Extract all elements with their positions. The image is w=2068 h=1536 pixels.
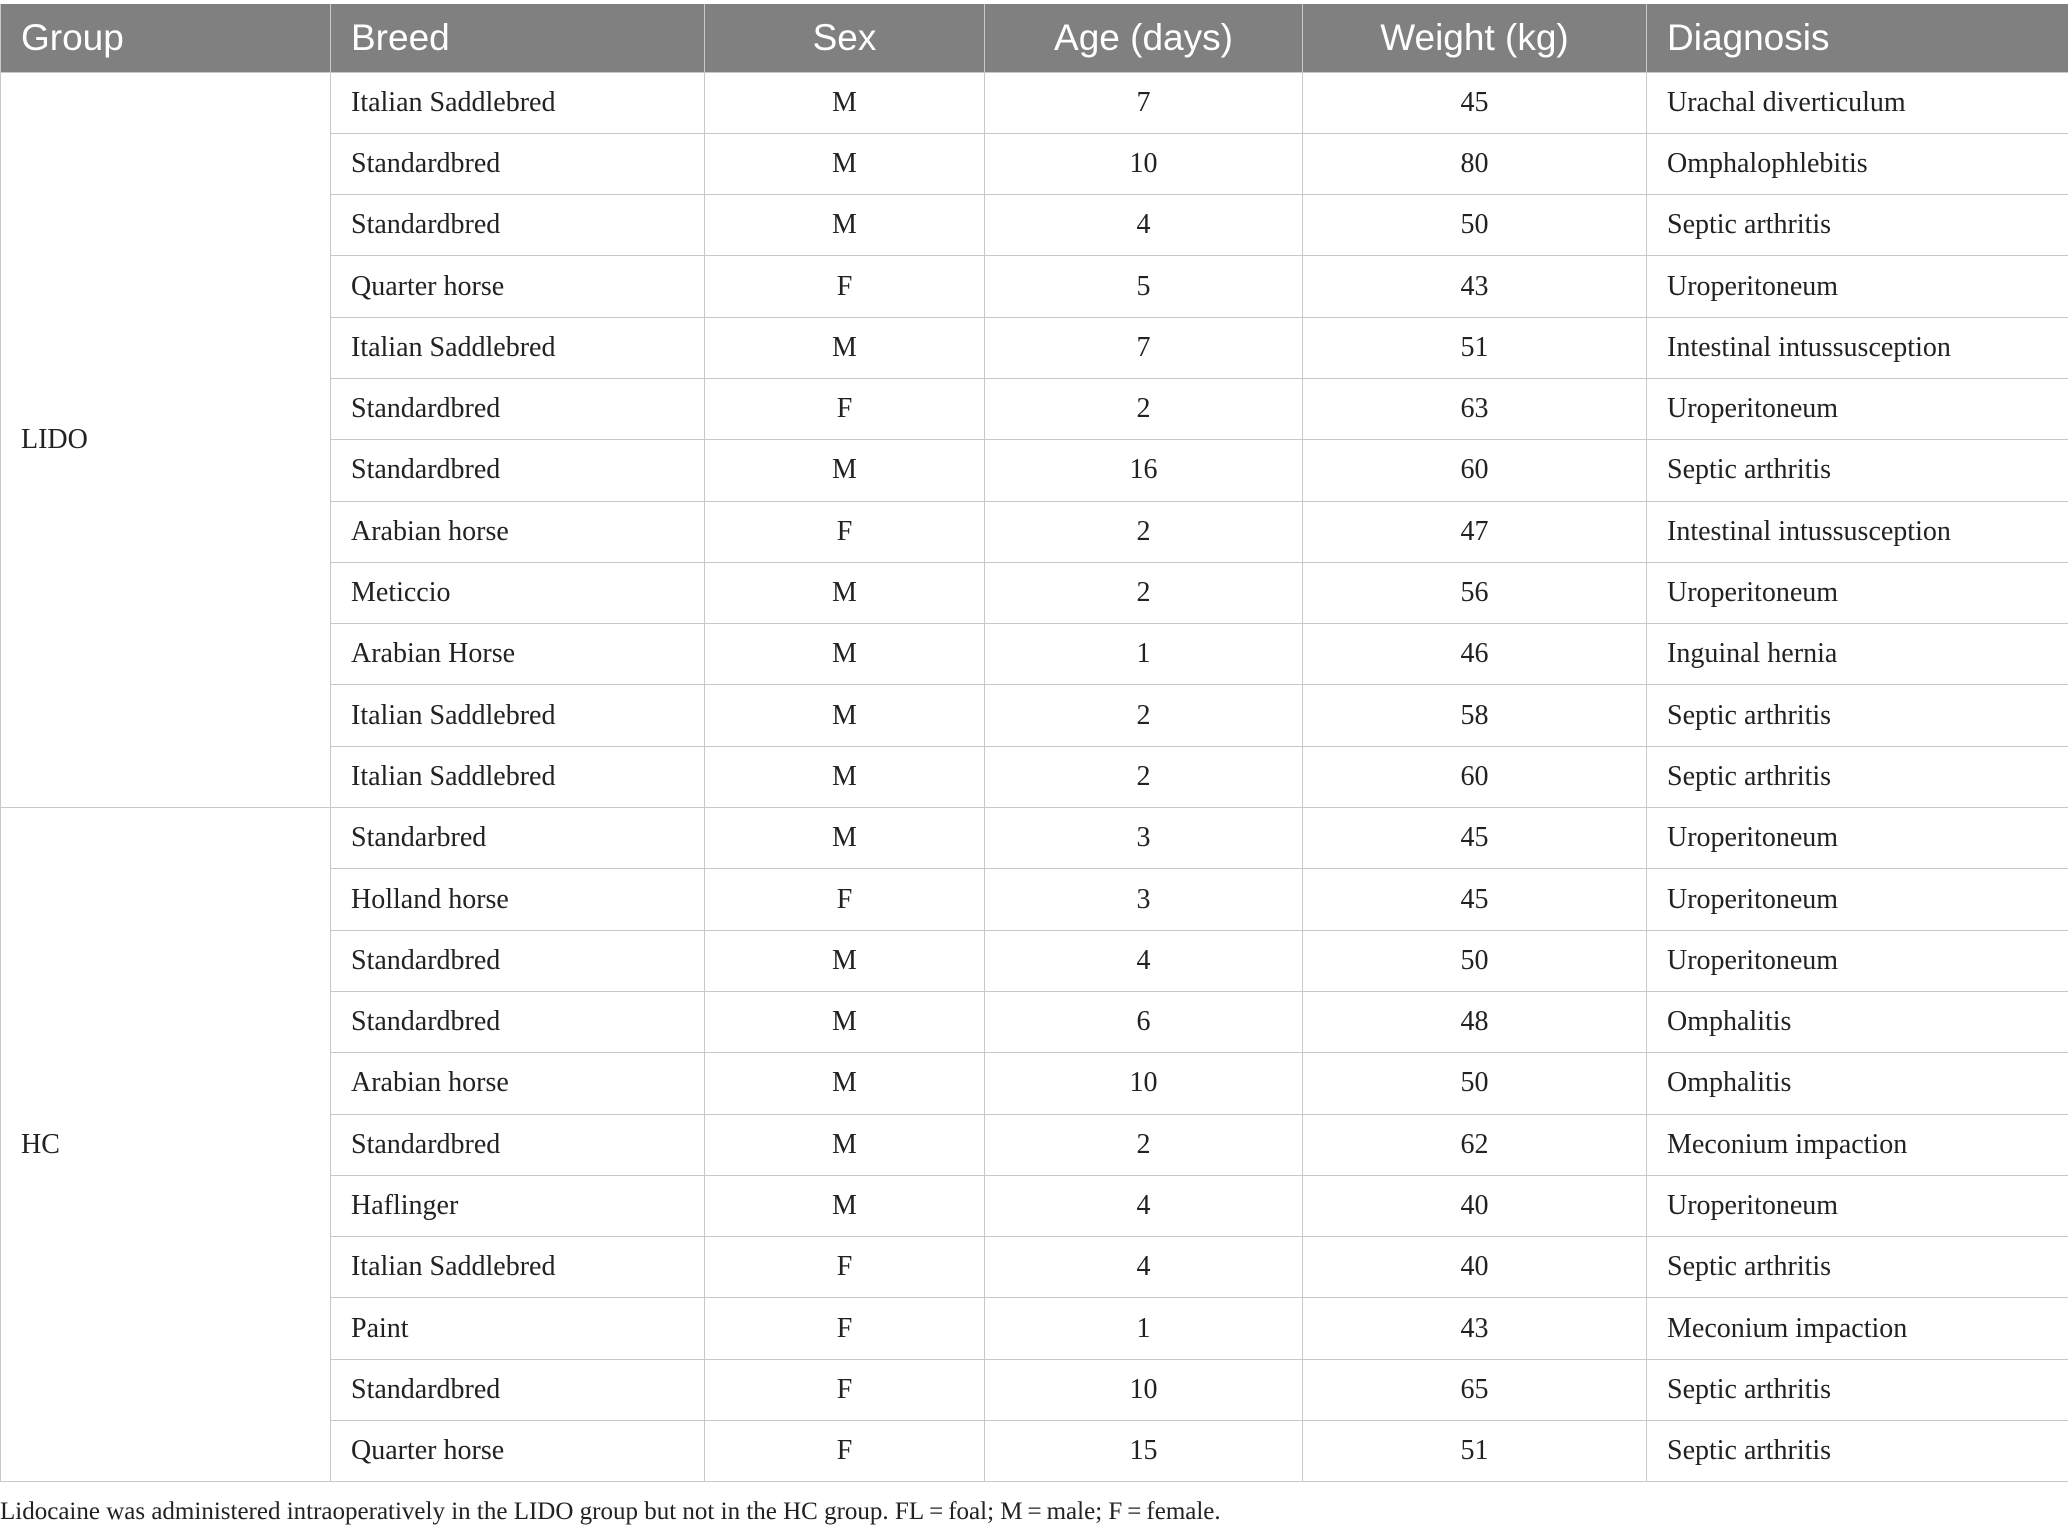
diagnosis-cell: Meconium impaction: [1647, 1114, 2068, 1175]
weight-cell: 62: [1303, 1114, 1647, 1175]
sex-cell: F: [705, 1298, 985, 1359]
header-breed: Breed: [331, 4, 705, 72]
diagnosis-cell: Septic arthritis: [1647, 440, 2068, 501]
weight-cell: 40: [1303, 1237, 1647, 1298]
age-cell: 1: [985, 1298, 1303, 1359]
sex-cell: M: [705, 1175, 985, 1236]
sex-cell: M: [705, 746, 985, 807]
sex-cell: M: [705, 133, 985, 194]
breed-cell: Standarbred: [331, 808, 705, 869]
diagnosis-cell: Septic arthritis: [1647, 1421, 2068, 1482]
breed-cell: Quarter horse: [331, 256, 705, 317]
diagnosis-cell: Septic arthritis: [1647, 685, 2068, 746]
breed-cell: Italian Saddlebred: [331, 685, 705, 746]
diagnosis-cell: Uroperitoneum: [1647, 869, 2068, 930]
sex-cell: M: [705, 440, 985, 501]
diagnosis-cell: Septic arthritis: [1647, 1359, 2068, 1420]
sex-cell: F: [705, 256, 985, 317]
header-age: Age (days): [985, 4, 1303, 72]
foal-data-table: [0, 4, 2068, 1482]
sex-cell: M: [705, 317, 985, 378]
diagnosis-cell: Uroperitoneum: [1647, 256, 2068, 317]
sex-cell: F: [705, 1359, 985, 1420]
age-cell: 2: [985, 562, 1303, 623]
age-cell: 3: [985, 808, 1303, 869]
breed-cell: Standardbred: [331, 378, 705, 439]
age-cell: 10: [985, 1359, 1303, 1420]
sex-cell: M: [705, 808, 985, 869]
diagnosis-cell: Uroperitoneum: [1647, 1175, 2068, 1236]
weight-cell: 80: [1303, 133, 1647, 194]
table-row: [1, 72, 2068, 133]
header-sex: Sex: [705, 4, 985, 72]
diagnosis-cell: Intestinal intussusception: [1647, 317, 2068, 378]
age-cell: 5: [985, 256, 1303, 317]
breed-cell: Arabian horse: [331, 501, 705, 562]
weight-cell: 45: [1303, 808, 1647, 869]
age-cell: 10: [985, 1053, 1303, 1114]
diagnosis-cell: Septic arthritis: [1647, 1237, 2068, 1298]
age-cell: 4: [985, 1237, 1303, 1298]
table-row: [1, 808, 2068, 869]
breed-cell: Italian Saddlebred: [331, 746, 705, 807]
breed-cell: Meticcio: [331, 562, 705, 623]
weight-cell: 46: [1303, 624, 1647, 685]
diagnosis-cell: Uroperitoneum: [1647, 562, 2068, 623]
breed-cell: Standardbred: [331, 930, 705, 991]
diagnosis-cell: Septic arthritis: [1647, 195, 2068, 256]
header-group: Group: [1, 4, 331, 72]
sex-cell: M: [705, 562, 985, 623]
breed-cell: Standardbred: [331, 1114, 705, 1175]
weight-cell: 50: [1303, 195, 1647, 256]
diagnosis-cell: Omphalitis: [1647, 1053, 2068, 1114]
age-cell: 4: [985, 930, 1303, 991]
header-weight: Weight (kg): [1303, 4, 1647, 72]
sex-cell: F: [705, 869, 985, 930]
age-cell: 16: [985, 440, 1303, 501]
age-cell: 6: [985, 991, 1303, 1052]
age-cell: 7: [985, 317, 1303, 378]
age-cell: 1: [985, 624, 1303, 685]
diagnosis-cell: Uroperitoneum: [1647, 930, 2068, 991]
age-cell: 10: [985, 133, 1303, 194]
age-cell: 7: [985, 72, 1303, 133]
sex-cell: M: [705, 991, 985, 1052]
weight-cell: 60: [1303, 746, 1647, 807]
diagnosis-cell: Uroperitoneum: [1647, 808, 2068, 869]
breed-cell: Italian Saddlebred: [331, 317, 705, 378]
table-footnote: Lidocaine was administered intraoperatively in the LIDO group but not in the HC group. FL = foal; M = male; F = female.: [0, 1498, 1221, 1525]
table-body: [1, 72, 2068, 1482]
age-cell: 2: [985, 378, 1303, 439]
sex-cell: M: [705, 624, 985, 685]
diagnosis-cell: Urachal diverticulum: [1647, 72, 2068, 133]
age-cell: 4: [985, 195, 1303, 256]
sex-cell: F: [705, 1421, 985, 1482]
breed-cell: Standardbred: [331, 133, 705, 194]
sex-cell: M: [705, 1053, 985, 1114]
weight-cell: 51: [1303, 1421, 1647, 1482]
breed-cell: Standardbred: [331, 195, 705, 256]
breed-cell: Haflinger: [331, 1175, 705, 1236]
breed-cell: Standardbred: [331, 991, 705, 1052]
diagnosis-cell: Septic arthritis: [1647, 746, 2068, 807]
sex-cell: F: [705, 501, 985, 562]
group-cell: LIDO: [1, 72, 331, 808]
group-cell: HC: [1, 808, 331, 1482]
breed-cell: Italian Saddlebred: [331, 1237, 705, 1298]
sex-cell: F: [705, 1237, 985, 1298]
header-row: [1, 4, 2068, 72]
weight-cell: 65: [1303, 1359, 1647, 1420]
breed-cell: Standardbred: [331, 440, 705, 501]
weight-cell: 51: [1303, 317, 1647, 378]
weight-cell: 45: [1303, 869, 1647, 930]
sex-cell: M: [705, 195, 985, 256]
breed-cell: Paint: [331, 1298, 705, 1359]
age-cell: 3: [985, 869, 1303, 930]
weight-cell: 63: [1303, 378, 1647, 439]
sex-cell: M: [705, 685, 985, 746]
age-cell: 4: [985, 1175, 1303, 1236]
weight-cell: 40: [1303, 1175, 1647, 1236]
diagnosis-cell: Omphalitis: [1647, 991, 2068, 1052]
weight-cell: 58: [1303, 685, 1647, 746]
data-table-container: [0, 4, 2068, 1482]
weight-cell: 50: [1303, 930, 1647, 991]
sex-cell: M: [705, 72, 985, 133]
age-cell: 2: [985, 746, 1303, 807]
sex-cell: M: [705, 1114, 985, 1175]
weight-cell: 60: [1303, 440, 1647, 501]
age-cell: 2: [985, 685, 1303, 746]
sex-cell: M: [705, 930, 985, 991]
weight-cell: 43: [1303, 1298, 1647, 1359]
header-diagnosis: Diagnosis: [1647, 4, 2068, 72]
weight-cell: 50: [1303, 1053, 1647, 1114]
weight-cell: 56: [1303, 562, 1647, 623]
age-cell: 15: [985, 1421, 1303, 1482]
diagnosis-cell: Intestinal intussusception: [1647, 501, 2068, 562]
age-cell: 2: [985, 501, 1303, 562]
table-header: [1, 4, 2068, 72]
weight-cell: 43: [1303, 256, 1647, 317]
sex-cell: F: [705, 378, 985, 439]
diagnosis-cell: Inguinal hernia: [1647, 624, 2068, 685]
breed-cell: Quarter horse: [331, 1421, 705, 1482]
diagnosis-cell: Omphalophlebitis: [1647, 133, 2068, 194]
weight-cell: 48: [1303, 991, 1647, 1052]
weight-cell: 45: [1303, 72, 1647, 133]
diagnosis-cell: Meconium impaction: [1647, 1298, 2068, 1359]
breed-cell: Holland horse: [331, 869, 705, 930]
breed-cell: Standardbred: [331, 1359, 705, 1420]
breed-cell: Arabian Horse: [331, 624, 705, 685]
weight-cell: 47: [1303, 501, 1647, 562]
age-cell: 2: [985, 1114, 1303, 1175]
breed-cell: Italian Saddlebred: [331, 72, 705, 133]
breed-cell: Arabian horse: [331, 1053, 705, 1114]
diagnosis-cell: Uroperitoneum: [1647, 378, 2068, 439]
